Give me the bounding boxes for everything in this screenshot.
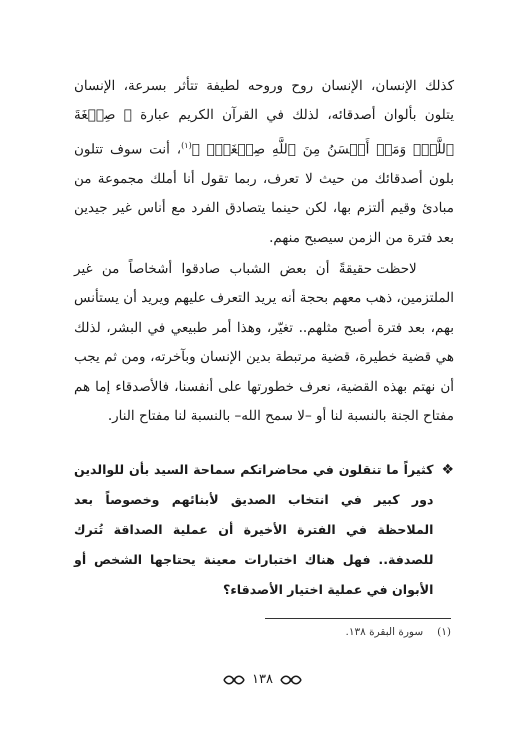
page-number: ١٣٨ (252, 672, 273, 687)
paragraph-1-before: كذلك الإنسان، الإنسان روح وروحه لطيفة تتأثر بسرعة، الإنسان يتلون بألوان أصدقائه، لذلك في القرآن الكريم عبارة (74, 78, 454, 124)
footnote-number: (١) (437, 626, 451, 638)
footnote (71, 624, 451, 640)
question-block (74, 455, 454, 605)
footnote-text: سورة البقرة ١٣٨. (345, 626, 424, 638)
body-text (74, 72, 454, 431)
paragraph-2-text: لاحظت حقيقةً أن بعض الشباب صادقوا أشخاصاً من غير الملتزمين، ذهب معهم بحجة أنه يريد التعرف عليهم ويريد أن يستأنس بهم، بعد فترة أصبح مثلهم.. تغيّر، وهذا أمر طبيعي في البشر، لذلك هي قضية خطيرة، قضية مرتبطة بدين الإنسان وبآخرته، ومن ثم يجب أن نهتم بهذه القضية، نعرف خطورتها على أنفسنا، فالأصدقاء إما هم مفتاح الجنة بالنسبة لنا أو –لا سمح الله– بالنسبة لنا مفتاح النار. (74, 260, 454, 424)
page-number-area (0, 672, 525, 687)
footnote-divider (265, 618, 451, 619)
diamond-bullet-icon: ❖ (441, 462, 454, 478)
paragraph-1 (74, 72, 454, 253)
quran-verse: ﴿ صِبۡغَةَ ٱللَّهِۖ وَمَنۡ أَحۡسَنُ مِنَ ٱللَّهِ صِبۡغَةٗۖ ﴾ (74, 107, 454, 158)
ornament-left-icon (222, 674, 246, 686)
paragraph-2 (74, 255, 454, 431)
question-text: كثيراً ما تنقلون في محاضراتكم سماحة السيد بأن للوالدين دور كبير في انتخاب الصديق لأبنائهم وخصوصاً بعد الملاحظة في الفترة الأخيرة أن عملية الصداقة تُترك للصدفة.. فهل هناك اختبارات معينة يحتاجها الشخص أو الأبوان في عملية اختيار الأصدقاء؟ (74, 462, 434, 597)
ornament-right-icon (279, 674, 303, 686)
question-item (74, 455, 454, 605)
paragraph-1-after: ، أنت سوف تتلون بلون أصدقائك من حيث لا تعرف، ربما تقول أنا أملك مجموعة من مبادئ وقيم ألتزم بها، لكن حينما يتصادق الفرد مع أناس غير جيدين بعد فترة من الزمن سيصبح منهم. (74, 141, 454, 246)
footnote-ref[interactable]: (١) (181, 140, 192, 150)
